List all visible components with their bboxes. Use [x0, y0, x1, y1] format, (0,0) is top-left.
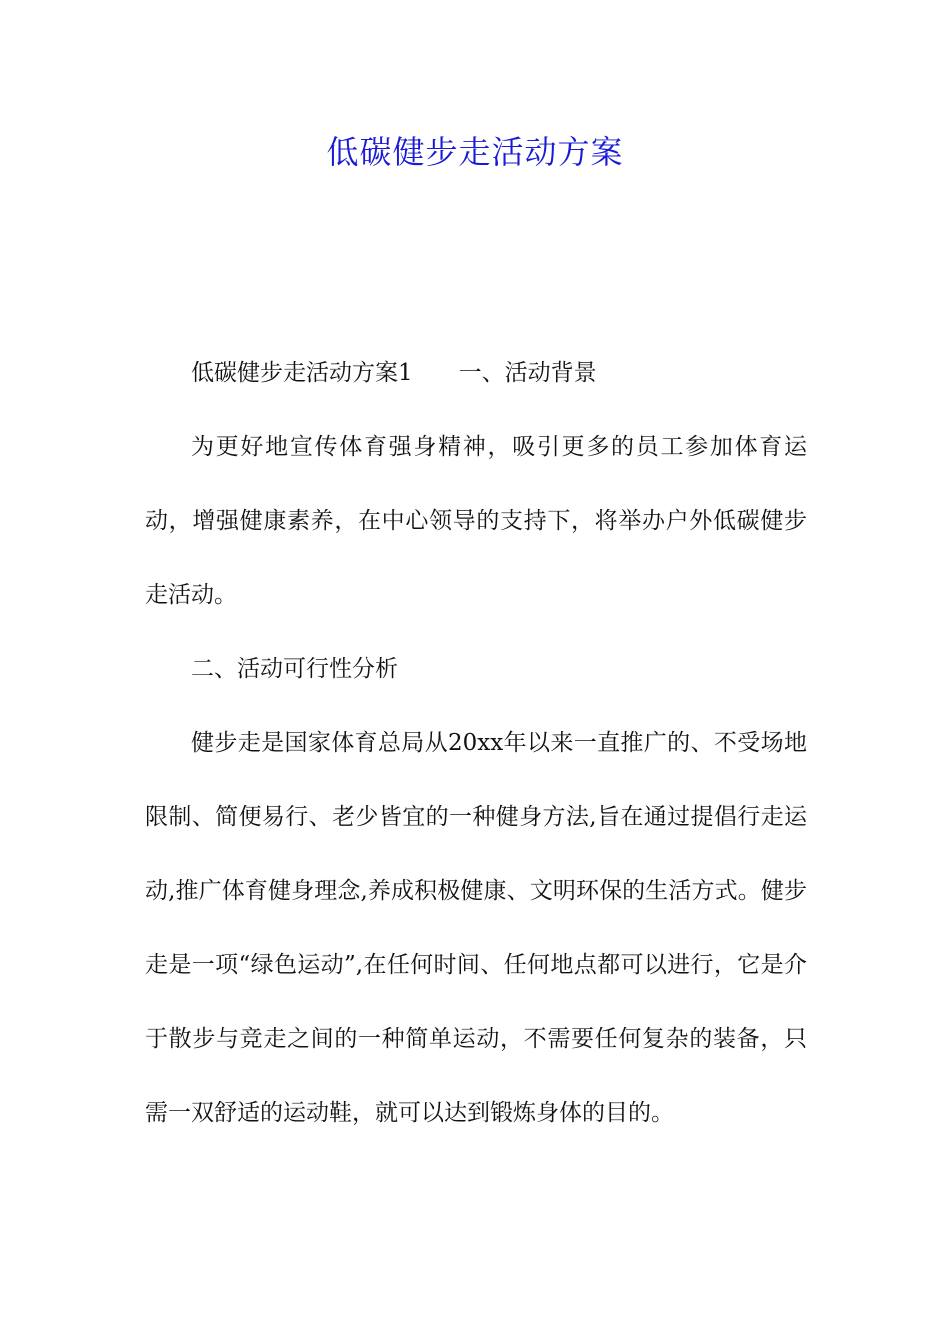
paragraph-feasibility: 健步走是国家体育总局从20xx年以来一直推广的、不受场地限制、简便易行、老少皆宜的一种健身方法,旨在通过提倡行走运动,推广体育健身理念,养成积极健康、文明环保的生活方式。健步走是一项“绿色运动”,在任何时间、任何地点都可以进行，它是介于散步与竞走之间的一种简单运动，不需要任何复杂的装备，只需一双舒适的运动鞋，就可以达到锻炼身体的目的。: [145, 730, 807, 1126]
section-heading-background: 一、活动背景: [458, 360, 597, 386]
heading-line: [145, 336, 807, 410]
paragraph-background: 为更好地宣传体育强身精神，吸引更多的员工参加体育运动，增强健康素养，在中心领导的支持下，将举办户外低碳健步走活动。: [145, 434, 807, 608]
document-title: 低碳健步走活动方案: [326, 133, 624, 171]
document-body: [145, 336, 807, 1150]
section-heading-feasibility: 二、活动可行性分析: [191, 656, 398, 682]
plan-subtitle: 低碳健步走活动方案1: [191, 360, 413, 386]
